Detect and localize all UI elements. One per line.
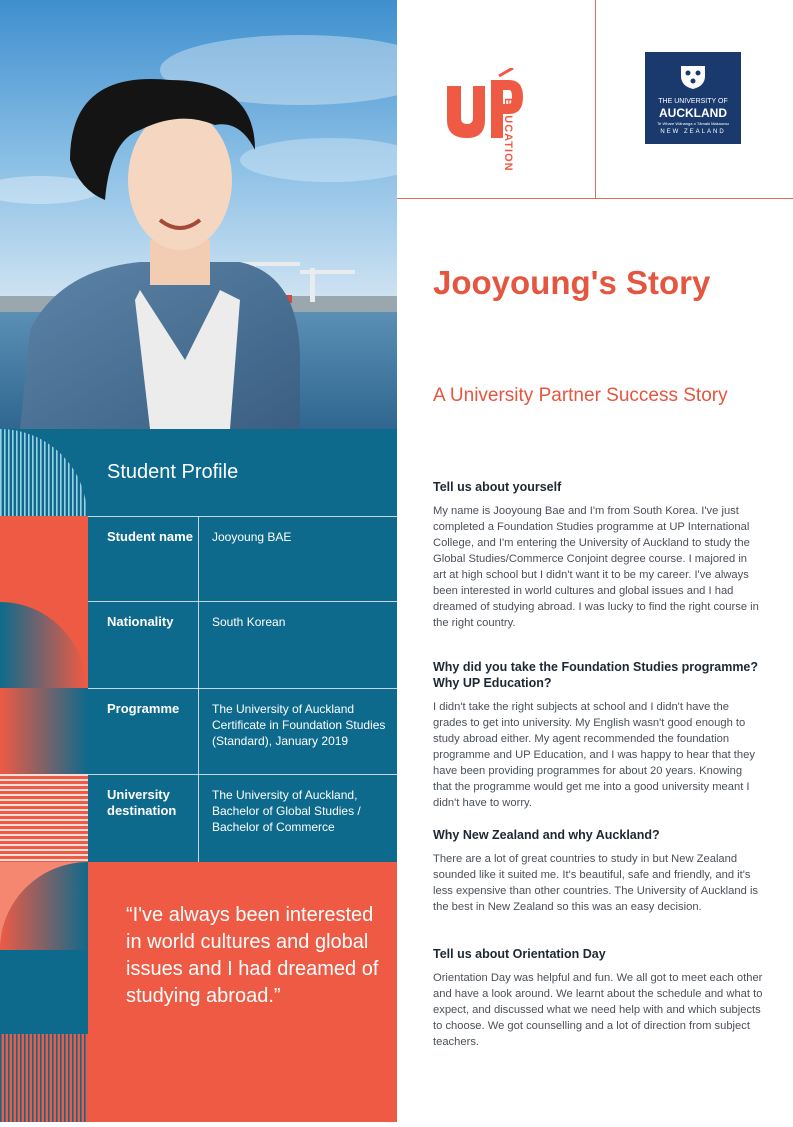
profile-row: [88, 601, 397, 689]
profile-value: South Korean: [212, 615, 286, 629]
section-orientation: [433, 946, 763, 1050]
profile-label: University destination: [107, 787, 177, 818]
profile-value: Jooyoung BAE: [212, 530, 292, 544]
divider: [595, 0, 596, 199]
logo-area: [397, 0, 793, 200]
section-heading: Tell us about Orientation Day: [433, 947, 606, 961]
university-of-auckland-logo: [645, 52, 741, 144]
crest-icon: [679, 64, 707, 90]
section-heading: Tell us about yourself: [433, 480, 562, 494]
profile-row: [88, 688, 397, 775]
decorative-pattern: [0, 429, 88, 1122]
quote-text: “I've always been interested in world cultures and global issues and I had dreamed of studying abroad.”: [126, 904, 379, 1007]
profile-value: The University of Auckland Certificate in Foundation Studies (Standard), January 2019: [212, 702, 386, 748]
student-profile: [88, 429, 397, 862]
profile-label: Student name: [107, 529, 193, 544]
up-education-wordmark: EDUCATION: [502, 98, 514, 172]
profile-row: [88, 516, 397, 602]
pull-quote: [88, 862, 397, 1122]
section-heading: Why did you take the Foundation Studies programme? Why UP Education?: [433, 660, 759, 690]
profile-value: The University of Auckland, Bachelor of Global Studies / Bachelor of Commerce: [212, 788, 361, 834]
profile-label: Nationality: [107, 614, 174, 629]
uoa-line-3: Te Whare Wānanga o Tāmaki Makaurau: [657, 121, 729, 126]
uoa-line-2: AUCKLAND: [659, 106, 727, 120]
section-heading: Why New Zealand and why Auckland?: [433, 828, 660, 842]
page-title: Jooyoung's Story: [433, 264, 711, 301]
up-education-logo: [447, 68, 547, 172]
section-why-nz: [433, 827, 763, 915]
section-body: My name is Jooyoung Bae and I'm from South Korea. I've just completed a Foundation Studies programme at UP International College, and I'm entering the University of Auckland to study the Global Studies/Commerce Conjoint degree course. I majored in art at high school but I didn't want it to be my career. I've always been interested in world cultures and global issues and I had dreamed of studying abroad. I was lucky to find the right course in the right country.: [433, 505, 759, 629]
section-body: I didn't take the right subjects at school and I didn't have the grades to get into university. My English wasn't good enough to study abroad either. My agent recommended the foundation programme and UP Education, and I was happy to hear that they have been providing programmes for about 20 years. Knowing that the programme would get me into a good university meant I didn't have to worry.: [433, 701, 755, 809]
profile-title: Student Profile: [107, 461, 239, 483]
section-body: There are a lot of great countries to study in but New Zealand sounded like it suited me. It's beautiful, safe and friendly, and it's less expensive than other countries. The University of Auckland is the best in New Zealand so this was an easy decision.: [433, 853, 759, 913]
profile-label: Programme: [107, 701, 180, 716]
page-subtitle: A University Partner Success Story: [433, 385, 728, 406]
section-why-foundation: [433, 659, 763, 811]
uoa-line-4: NEW ZEALAND: [660, 129, 726, 135]
section-body: Orientation Day was helpful and fun. We all got to meet each other and have a look around. We learnt about the schedule and what to expect, and discussed what we need help with and which subjects to choose. We got counselling and a lot of direction from subject teachers.: [433, 972, 763, 1048]
profile-row: [88, 774, 397, 863]
uoa-line-1: THE UNIVERSITY OF: [658, 98, 728, 105]
student-photo: [0, 0, 397, 429]
section-about: [433, 479, 763, 631]
